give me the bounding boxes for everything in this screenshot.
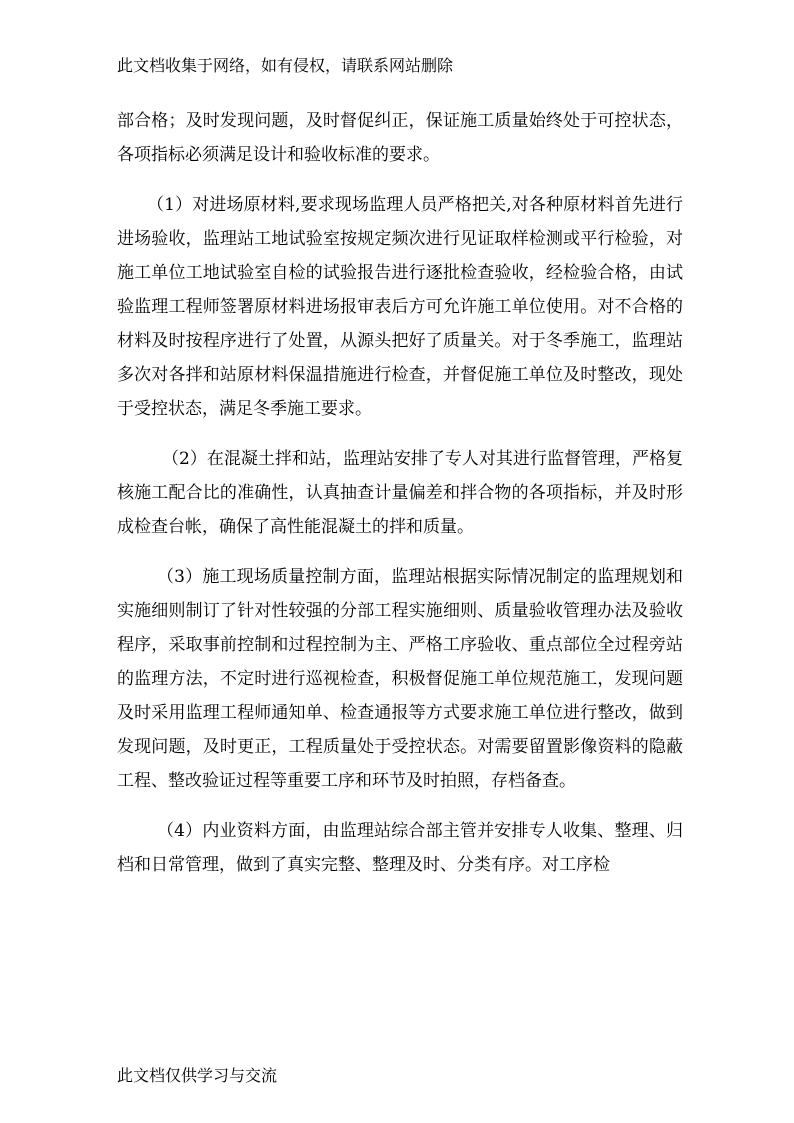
paragraph-mixing-station: （2）在混凝土拌和站，监理站安排了专人对其进行监督管理，严格复核施工配合比的准确性，认真抽查计量偏差和拌合物的各项指标，并及时形成检查台帐，确保了高性能混凝土的拌和质量。 — [117, 449, 683, 537]
paragraph-internal-records: （4）内业资料方面，由监理站综合部主管并安排专人收集、整理、归档和日常管理，做到了真实完整、整理及时、分类有序。对工序检 — [117, 821, 683, 875]
footer-note: 此文档仅供学习与交流 — [117, 1066, 278, 1085]
header-note: 此文档收集于网络，如有侵权，请联系网站删除 — [117, 56, 454, 75]
document-body — [117, 104, 683, 882]
paragraph-raw-materials: （1）对进场原材料,要求现场监理人员严格把关,对各种原材料首先进行进场验收，监理站工地试验室按规定频次进行见证取样检测或平行检验，对施工单位工地试验室自检的试验报告进行逐批检查验收，经检验合格，由试验监理工程师签署原材料进场报审表后方可允许施工单位使用。对不合格的材料及时按程序进行了处置，从源头把好了质量关。对于冬季施工，监理站多次对各拌和站原材料保温措施进行检查，并督促施工单位及时整改，现处于受控状态，满足冬季施工要求。 — [117, 195, 683, 419]
paragraph-site-quality-control: （3）施工现场质量控制方面，监理站根据实际情况制定的监理规划和实施细则制订了针对性较强的分部工程实施细则、质量验收管理办法及验收程序，采取事前控制和过程控制为主、严格工序验收、重点部位全过程旁站的监理方法，不定时进行巡视检查，积极督促施工单位规范施工，发现问题及时采用监理工程师通知单、检查通报等方式要求施工单位进行整改，做到发现问题，及时更正，工程质量处于受控状态。对需要留置影像资料的隐蔽工程、整改验证过程等重要工序和环节及时拍照，存档备查。 — [117, 567, 683, 791]
paragraph-quality-status: 部合格；及时发现问题，及时督促纠正，保证施工质量始终处于可控状态，各项指标必须满足设计和验收标准的要求。 — [117, 111, 683, 165]
